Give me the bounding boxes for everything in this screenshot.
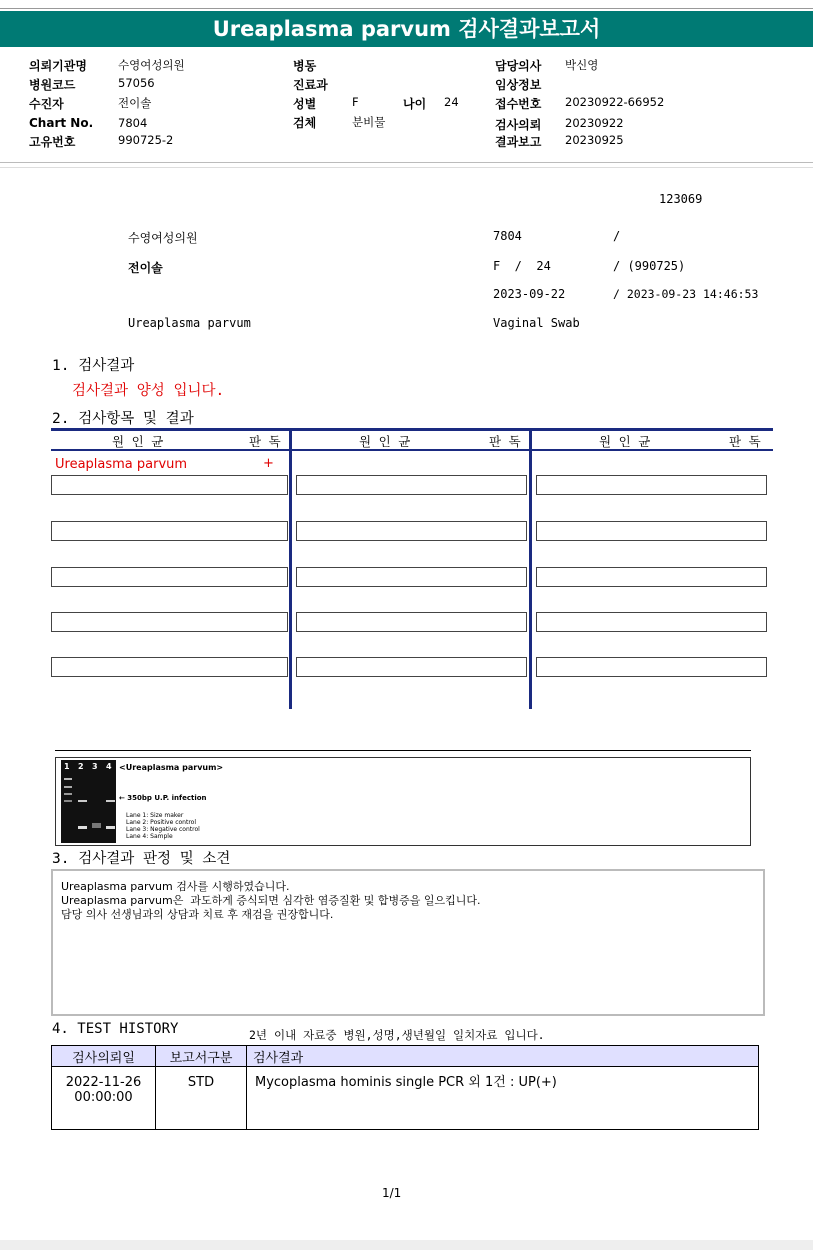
clinical-info-label: 임상정보 bbox=[495, 78, 542, 92]
age: 24 bbox=[444, 95, 459, 109]
grid-col-divider-2 bbox=[529, 428, 532, 709]
organism-name: Ureaplasma parvum bbox=[55, 457, 188, 472]
bottom-bar bbox=[0, 1240, 813, 1250]
top-rule bbox=[0, 8, 813, 9]
specimen: 분비물 bbox=[352, 115, 386, 129]
unique-no: 990725-2 bbox=[118, 133, 174, 147]
report-date: 20230925 bbox=[565, 133, 624, 147]
hospital-code-label: 병원코드 bbox=[29, 78, 76, 92]
gel-image bbox=[61, 760, 116, 843]
info-specimen: Vaginal Swab bbox=[493, 316, 580, 330]
result-cell bbox=[51, 657, 288, 677]
grid-col-divider-1 bbox=[289, 428, 292, 709]
result-cell bbox=[536, 567, 767, 587]
col-judgement-2: 판 독 bbox=[489, 434, 521, 449]
result-cell bbox=[296, 567, 527, 587]
history-header-row bbox=[52, 1046, 759, 1067]
gel-band bbox=[106, 800, 115, 802]
result-cell bbox=[296, 475, 527, 495]
gel-band bbox=[64, 793, 72, 795]
history-result: Mycoplasma hominis single PCR 외 1건 : UP(+) bbox=[247, 1067, 759, 1130]
info-hospital: 수영여성의원 bbox=[128, 231, 198, 245]
chart-no-label: Chart No. bbox=[29, 116, 94, 130]
specimen-label: 검체 bbox=[293, 116, 317, 130]
gel-band bbox=[78, 826, 87, 829]
gel-band bbox=[78, 800, 87, 802]
page-number: 1/1 bbox=[382, 1186, 402, 1200]
report-title: Ureaplasma parvum 검사결과보고서 bbox=[0, 11, 813, 47]
section2-heading: 2. 검사항목 및 결과 bbox=[52, 411, 194, 427]
gel-legend-item: Lane 1: Size maker bbox=[126, 812, 184, 819]
history-type: STD bbox=[156, 1067, 247, 1130]
request-date: 20230922 bbox=[565, 116, 624, 130]
chart-no: 7804 bbox=[118, 116, 148, 130]
age-label: 나이 bbox=[403, 97, 427, 111]
result-cell bbox=[296, 657, 527, 677]
section3-heading: 3. 검사결과 판정 및 소견 bbox=[52, 851, 231, 867]
result-cell bbox=[536, 657, 767, 677]
hospital-name: 수영여성의원 bbox=[118, 58, 185, 72]
col-judgement-3: 판 독 bbox=[729, 434, 761, 449]
opinion-line: 담당 의사 선생님과의 상담과 치료 후 재검을 권장합니다. bbox=[61, 908, 334, 921]
info-patient: 전이솔 bbox=[128, 261, 163, 275]
gel-band bbox=[64, 786, 72, 788]
info-slash: / bbox=[613, 229, 621, 243]
result-cell bbox=[296, 612, 527, 632]
gel-top-rule bbox=[55, 750, 751, 751]
section4-heading: 4. TEST HISTORY bbox=[52, 1021, 179, 1037]
opinion-line: Ureaplasma parvum 검사를 시행하였습니다. bbox=[61, 880, 290, 893]
history-time-line: 00:00:00 bbox=[74, 1090, 133, 1105]
result-cell bbox=[536, 521, 767, 541]
history-col-result: 검사결과 bbox=[247, 1046, 759, 1067]
lane-number: 1 bbox=[64, 762, 70, 771]
gel-band bbox=[64, 800, 72, 802]
gel-band-label: ← 350bp U.P. infection bbox=[119, 794, 207, 802]
gel-legend-item: Lane 3: Negative control bbox=[126, 826, 200, 833]
lane-number: 4 bbox=[106, 762, 112, 771]
organism-judgement: + bbox=[263, 456, 274, 471]
info-sex-age: F / 24 bbox=[493, 259, 551, 273]
result-cell bbox=[536, 612, 767, 632]
result-cell bbox=[296, 521, 527, 541]
result-summary: 검사결과 양성 입니다. bbox=[72, 383, 225, 399]
info-test-name: Ureaplasma parvum bbox=[128, 316, 251, 330]
info-chart: 7804 bbox=[493, 229, 522, 243]
receipt-no-label: 접수번호 bbox=[495, 97, 542, 111]
history-date bbox=[52, 1067, 156, 1130]
department-label: 진료과 bbox=[293, 78, 328, 92]
info-birth: / (990725) bbox=[613, 259, 686, 273]
lane-number: 2 bbox=[78, 762, 84, 771]
ward-label: 병동 bbox=[293, 59, 317, 73]
col-organism-2: 원 인 균 bbox=[359, 434, 411, 449]
sex-label: 성별 bbox=[293, 97, 317, 111]
col-organism-1: 원 인 균 bbox=[112, 434, 164, 449]
history-table bbox=[51, 1045, 759, 1130]
unique-no-label: 고유번호 bbox=[29, 135, 76, 149]
history-date-line: 2022-11-26 bbox=[65, 1075, 142, 1090]
gel-band bbox=[92, 823, 101, 828]
header-divider-2 bbox=[0, 167, 813, 168]
grid-top-rule bbox=[51, 428, 773, 431]
info-report-datetime: / 2023-09-23 14:46:53 bbox=[613, 287, 759, 301]
patient-label: 수진자 bbox=[29, 97, 64, 111]
doctor-label: 담당의사 bbox=[495, 59, 542, 73]
history-note: 2년 이내 자료중 병원,성명,생년월일 일치자료 입니다. bbox=[249, 1028, 545, 1042]
info-request-date: 2023-09-22 bbox=[493, 287, 566, 301]
patient-name: 전이솔 bbox=[118, 96, 152, 110]
header-divider bbox=[0, 162, 813, 163]
result-cell bbox=[51, 521, 288, 541]
gel-band bbox=[106, 826, 115, 829]
opinion-box bbox=[51, 869, 765, 1016]
gel-frame bbox=[55, 757, 751, 846]
history-col-date: 검사의뢰일 bbox=[52, 1046, 156, 1067]
table-row bbox=[52, 1067, 759, 1130]
result-cell bbox=[51, 612, 288, 632]
result-cell bbox=[51, 475, 288, 495]
doctor: 박신영 bbox=[565, 58, 599, 72]
lane-number: 3 bbox=[92, 762, 98, 771]
request-date-label: 검사의뢰 bbox=[495, 118, 542, 132]
opinion-line: Ureaplasma parvum은 과도하게 증식되면 심각한 염증질환 및 합병증을 일으킵니다. bbox=[61, 894, 481, 907]
col-judgement-1: 판 독 bbox=[249, 434, 281, 449]
history-col-type: 보고서구분 bbox=[156, 1046, 247, 1067]
gel-band bbox=[64, 778, 72, 780]
report-date-label: 결과보고 bbox=[495, 135, 542, 149]
report-code: 123069 bbox=[659, 192, 703, 206]
hospital-code: 57056 bbox=[118, 76, 155, 90]
gel-legend-item: Lane 2: Positive control bbox=[126, 819, 197, 826]
sex: F bbox=[352, 95, 359, 109]
section1-heading: 1. 검사결과 bbox=[52, 358, 135, 374]
result-cell bbox=[536, 475, 767, 495]
receipt-no: 20230922-66952 bbox=[565, 95, 665, 109]
col-organism-3: 원 인 균 bbox=[599, 434, 651, 449]
result-cell bbox=[51, 567, 288, 587]
gel-title: <Ureaplasma parvum> bbox=[119, 763, 224, 772]
hospital-name-label: 의뢰기관명 bbox=[29, 59, 87, 73]
gel-legend-item: Lane 4: Sample bbox=[126, 833, 173, 840]
